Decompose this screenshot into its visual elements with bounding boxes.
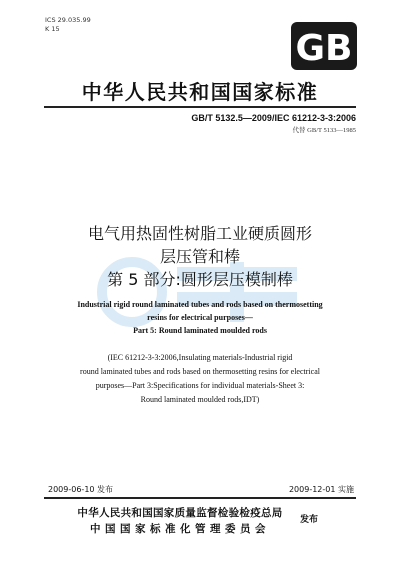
gb-logo-text: GB xyxy=(295,28,353,69)
equivalence-line-3: purposes—Part 3:Specifications for individual materials-Sheet 3: xyxy=(95,381,305,390)
issuer-line-1: 中华人民共和国国家质量监督检验检疫总局 xyxy=(77,507,283,519)
equivalence-line-2: round laminated tubes and rods based on thermosetting resins for electrical xyxy=(80,367,320,376)
implementation-date: 2009-12-01 实施 xyxy=(288,485,354,494)
chinese-title-line-1: 电气用热固性树脂工业硬质圆形 xyxy=(87,224,312,243)
ics-code: ICS 29.035.99 xyxy=(45,16,91,24)
equivalence-line-1: (IEC 61212-3-3:2006,Insulating materials-Industrial rigid xyxy=(107,353,293,362)
english-title-line-3: Part 5: Round laminated moulded rods xyxy=(133,326,267,335)
chinese-title-line-2: 层压管和棒 xyxy=(159,247,240,266)
classification-codes xyxy=(45,16,91,34)
replaces-note: 代替 GB/T 5133—1985 xyxy=(292,127,356,134)
gb-logo xyxy=(291,22,357,70)
standard-type-title: 中华人民共和国国家标准 xyxy=(81,80,319,104)
english-title-line-2: resins for electrical purposes— xyxy=(147,313,253,322)
issue-date: 2009-06-10 发布 xyxy=(48,485,114,494)
chinese-title-line-3: 第 5 部分:圆形层压模制棒 xyxy=(107,270,293,289)
standard-number: GB/T 5132.5—2009/IEC 61212-3-3:2006 xyxy=(191,113,356,123)
bottom-divider xyxy=(44,497,356,499)
english-title-line-1: Industrial rigid round laminated tubes and rods based on thermosetting xyxy=(77,300,323,309)
publish-label: 发布 xyxy=(300,515,319,525)
issuer-line-2: 中国国家标准化管理委员会 xyxy=(90,523,270,535)
top-divider xyxy=(44,106,356,108)
equivalence-line-4: Round laminated moulded rods,IDT) xyxy=(140,395,260,404)
ccs-code: K 15 xyxy=(45,25,60,33)
